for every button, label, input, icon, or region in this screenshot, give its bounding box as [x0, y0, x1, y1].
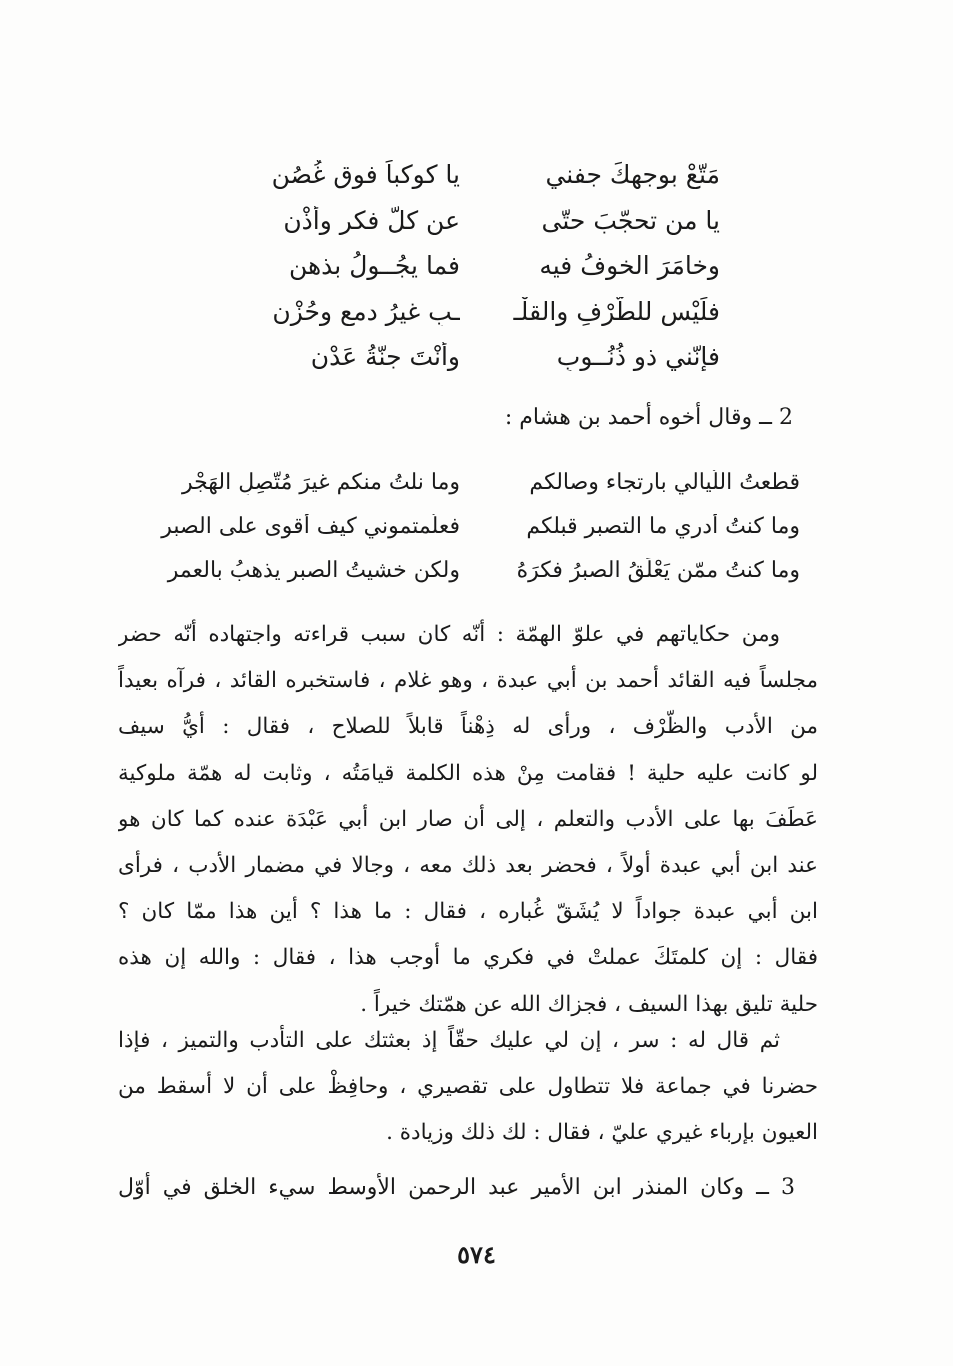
hemistich-first: يا من تحجّبَ حتّى	[541, 205, 720, 235]
verse	[140, 460, 800, 504]
paragraph-line: مجلساً فيه القائد أحمد بن أبي عبدة ، وهو غلام ، فاستخبره القائد ، فرآه بعيداً	[118, 668, 818, 694]
hemistich-second: ـبِ غيرُ دمعٍ وحُزْنِ	[272, 296, 460, 326]
section-3-text: 3 ــ وكان المنذر ابن الأمير عبد الرحمن الأوسط سيء الخلق في أوّل	[118, 1175, 795, 1200]
hemistich-second: يا كوكباً فوق غُصُنِ	[271, 160, 460, 190]
verse	[240, 198, 720, 244]
paragraph-line: عند ابن أبي عبدة أولاً ، فحضر بعد ذلك معه ، وجالا في مضمار الأدب ، فرأى	[118, 853, 818, 879]
section-3-intro	[118, 1175, 795, 1200]
verse	[240, 334, 720, 380]
paragraph-line: لو كانت عليه حلية ! فقامت مِنْ هذه الكلمة قيامَتُه ، وثابت له همّة ملوكية	[118, 760, 818, 786]
hemistich-first: وما كنتُ ممّن يَعْلَقُ الصبرُ فكرَهُ	[516, 557, 800, 583]
verse	[140, 504, 800, 548]
section-2-intro: 2 ــ وقال أخوه أحمد بن هشام :	[504, 405, 793, 430]
hemistich-first: مَتّعْ بوجهكَ جفني	[545, 160, 720, 190]
verse	[240, 289, 720, 335]
hemistich-first: وما كنتُ أدري ما التصبر قبلكم	[526, 513, 800, 539]
paragraph-line: ثم قال له : سر ، إن لي عليك حقّاً إذ بعثتك على التأدب والتميز ، فإذا	[118, 1028, 780, 1053]
hemistich-second: عن كلّ فكرٍ وأُذْنِ	[283, 205, 460, 235]
paragraph-line: عَطَفَ بها على الأدب والتعلم ، إلى أن صار ابن أبي عَبْدَة عنده كما كان هو	[118, 806, 818, 832]
paragraph-line: العيون بإرباء غيري عليّ ، فقال : لك ذلك وزيادة .	[386, 1120, 818, 1146]
paragraph-1	[118, 612, 818, 1028]
verse	[240, 243, 720, 289]
paragraph-line: حضرنا في جماعة فلا تتطاول على تقصيري ، وحافِظْ على أن لا أسقط من	[118, 1074, 818, 1100]
poem-2	[140, 460, 800, 592]
hemistich-second: وما نلتُ منكم غيرَ مُتّصِلِ الهَجْرِ	[181, 469, 460, 495]
paragraph-line: حلية تليق بهذا السيف ، فجزاك الله عن همّتك خيراً .	[360, 991, 818, 1017]
paragraph-2	[118, 1018, 818, 1157]
verse	[240, 152, 720, 198]
hemistich-first: فلَيْس للطّرْفِ والقلْـ	[513, 296, 720, 326]
paragraph-line: ومن حكاياتهم في علوّ الهمّة : أنّه كان سبب قراءته واجتهاده أنّه حضر	[118, 622, 780, 647]
paragraph-line: فقال : إن كلمتَكَ عملتْ في فكري ما أوجب هذا ، فقال : والله إن هذه	[118, 945, 818, 971]
hemistich-second: فما يجُــولُ بذهنِ	[288, 251, 460, 281]
hemistich-first: وخامَرَ الخوفُ فيه	[539, 251, 720, 281]
verse	[140, 548, 800, 592]
poem-1	[240, 152, 720, 380]
hemistich-first: فإنّني ذو ذُنُــوبٍ	[556, 342, 720, 372]
page-number: ٥٧٤	[457, 1240, 496, 1269]
hemistich-first: قطعتُ اللّيالي بارتجاء وصالكم	[529, 469, 800, 495]
hemistich-second: فعلّمتموني كيف أقوى على الصبرِ	[161, 513, 460, 539]
hemistich-second: ولكن خشيتُ الصبر يذهبُ بالعمرِ	[167, 557, 460, 583]
paragraph-line: ابن أبي عبدة جواداً لا يُشَقّ غُباره ، فقال : ما هذا ؟ أين هذا ممّا كان ؟	[118, 899, 818, 925]
paragraph-line: من الأدب والظّرْف ، ورأى له ذِهْناً قابلاً للصلاح ، فقال : أيُّ سيف	[118, 714, 818, 740]
hemistich-second: وأنْتَ جنّةُ عَدْنِ	[310, 342, 460, 372]
